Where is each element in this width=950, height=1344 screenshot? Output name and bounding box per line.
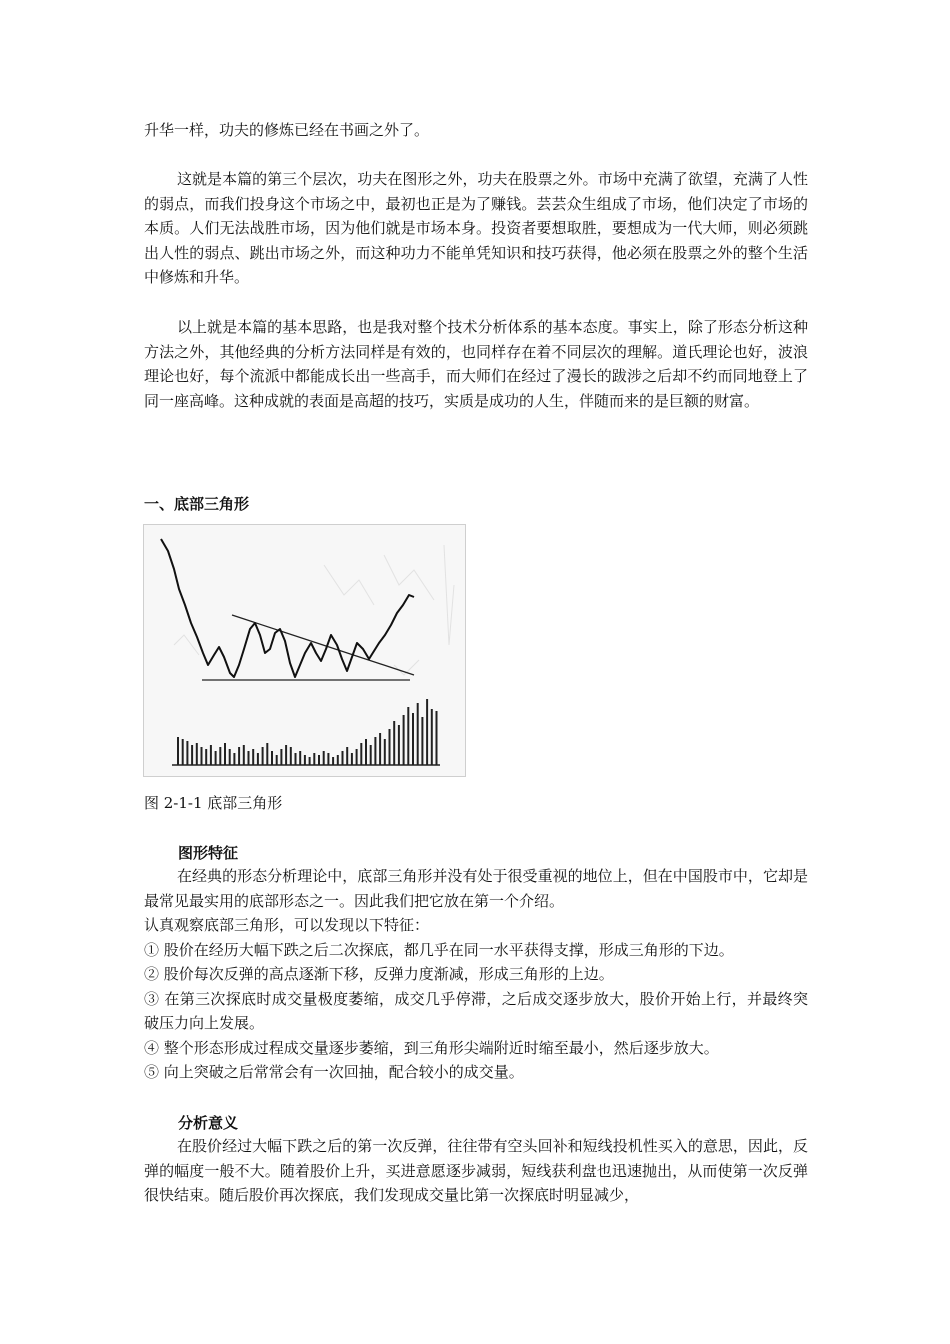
feature-item-2: ② 股价每次反弹的高点逐渐下移，反弹力度渐减，形成三角形的上边。 <box>144 965 614 983</box>
paragraph-third-level: 这就是本篇的第三个层次，功夫在图形之外，功夫在股票之外。市场中充满了欲望，充满了人性的弱点，而我们投身这个市场之中，最初也正是为了赚钱。芸芸众生组成了市场，他们决定了市场的本质。人们无法战胜市场，因为他们就是市场本身。投资者要想取胜，要想成为一代大师，则必须跳出人性的弱点、跳出市场之外，而这种功力不能单凭知识和技巧获得，他必须在股票之外的整个生活中修炼和升华。 <box>144 170 808 286</box>
paragraph-basic-approach: 以上就是本篇的基本思路，也是我对整个技术分析体系的基本态度。事实上，除了形态分析这种方法之外，其他经典的分析方法同样是有效的，也同样存在着不同层次的理解。道氏理论也好，波浪理论也好，每个流派中都能成长出一些高手，而大师们在经过了漫长的跋涉之后却不约而同地登上了同一座高峰。这种成就的表面是高超的技巧，实质是成功的人生，伴随而来的是巨额的财富。 <box>144 318 808 410</box>
features-intro: 在经典的形态分析理论中，底部三角形并没有处于很受重视的地位上，但在中国股市中，它却是最常见最实用的底部形态之一。因此我们把它放在第一个介绍。 <box>144 867 808 910</box>
analysis-text: 在股价经过大幅下跌之后的第一次反弹，往往带有空头回补和短线投机性买入的意思，因此，反弹的幅度一般不大。随着股价上升，买进意愿逐步减弱，短线获利盘也迅速抛出，从而使第一次反弹很快结束。随后股价再次探底，我们发现成交量比第一次探底时明显减少， <box>144 1137 808 1204</box>
feature-item-4: ④ 整个形态形成过程成交量逐步萎缩，到三角形尖端附近时缩至最小，然后逐步放大。 <box>144 1038 719 1057</box>
resistance-line <box>232 615 414 675</box>
features-list <box>144 913 808 1085</box>
price-line <box>161 539 414 677</box>
bottom-triangle-figure <box>143 524 466 777</box>
background-noise <box>174 545 454 675</box>
section-heading: 一、底部三角形 <box>144 495 250 513</box>
feature-item-5: ⑤ 向上突破之后常常会有一次回抽，配合较小的成交量。 <box>144 1063 524 1081</box>
bottom-triangle-chart <box>144 525 465 776</box>
volume-bars <box>178 699 437 765</box>
paragraph-continuation: 升华一样，功夫的修炼已经在书画之外了。 <box>144 121 430 139</box>
feature-item-1: ① 股价在经历大幅下跌之后二次探底，都几乎在同一水平获得支撑，形成三角形的下边。 <box>144 940 734 959</box>
feature-item-3: ③ 在第三次探底时成交量极度萎缩，成交几乎停滞，之后成交逐步放大，股价开始上行，并最终突破压力向上发展。 <box>144 989 808 1032</box>
analysis-heading: 分析意义 <box>178 1114 239 1132</box>
features-heading: 图形特征 <box>178 844 239 862</box>
features-lead: 认真观察底部三角形，可以发现以下特征： <box>144 916 430 934</box>
figure-caption: 图 2-1-1 底部三角形 <box>144 794 283 812</box>
